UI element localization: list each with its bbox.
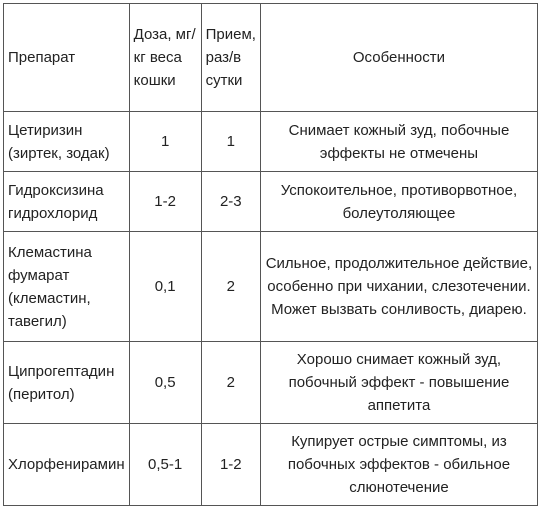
cell-intake: 1 [201, 112, 260, 172]
cell-drug: Хлорфенирамин [4, 424, 130, 506]
header-features: Особенности [260, 4, 537, 112]
cell-intake: 2 [201, 232, 260, 342]
cell-features: Хорошо снимает кожный зуд, побочный эффект - повышение аппетита [260, 342, 537, 424]
cell-features: Сильное, продолжительное действие, особенно при чихании, слезотечении. Может вызвать сонливость, диарею. [260, 232, 537, 342]
table-row [4, 172, 538, 232]
cell-features: Снимает кожный зуд, побочные эффекты не отмечены [260, 112, 537, 172]
cell-dose: 0,1 [129, 232, 201, 342]
table-header-row [4, 4, 538, 112]
cell-features: Успокоительное, противорвотное, болеутоляющее [260, 172, 537, 232]
cell-intake: 1-2 [201, 424, 260, 506]
antihistamine-dosage-table [3, 3, 538, 506]
table-row [4, 424, 538, 506]
table-row [4, 232, 538, 342]
cell-intake: 2-3 [201, 172, 260, 232]
cell-drug: Клемастина фумарат (клемастин, тавегил) [4, 232, 130, 342]
cell-drug: Цетиризин (зиртек, зодак) [4, 112, 130, 172]
table-row [4, 112, 538, 172]
antihistamine-table-container [3, 3, 538, 506]
header-drug: Препарат [4, 4, 130, 112]
cell-features: Купирует острые симптомы, из побочных эффектов - обильное слюнотечение [260, 424, 537, 506]
cell-dose: 0,5 [129, 342, 201, 424]
header-intake: Прием, раз/в сутки [201, 4, 260, 112]
cell-drug: Гидроксизина гидрохлорид [4, 172, 130, 232]
cell-intake: 2 [201, 342, 260, 424]
cell-drug: Ципрогептадин (перитол) [4, 342, 130, 424]
cell-dose: 0,5-1 [129, 424, 201, 506]
table-row [4, 342, 538, 424]
cell-dose: 1-2 [129, 172, 201, 232]
cell-dose: 1 [129, 112, 201, 172]
header-dose: Доза, мг/кг веса кошки [129, 4, 201, 112]
